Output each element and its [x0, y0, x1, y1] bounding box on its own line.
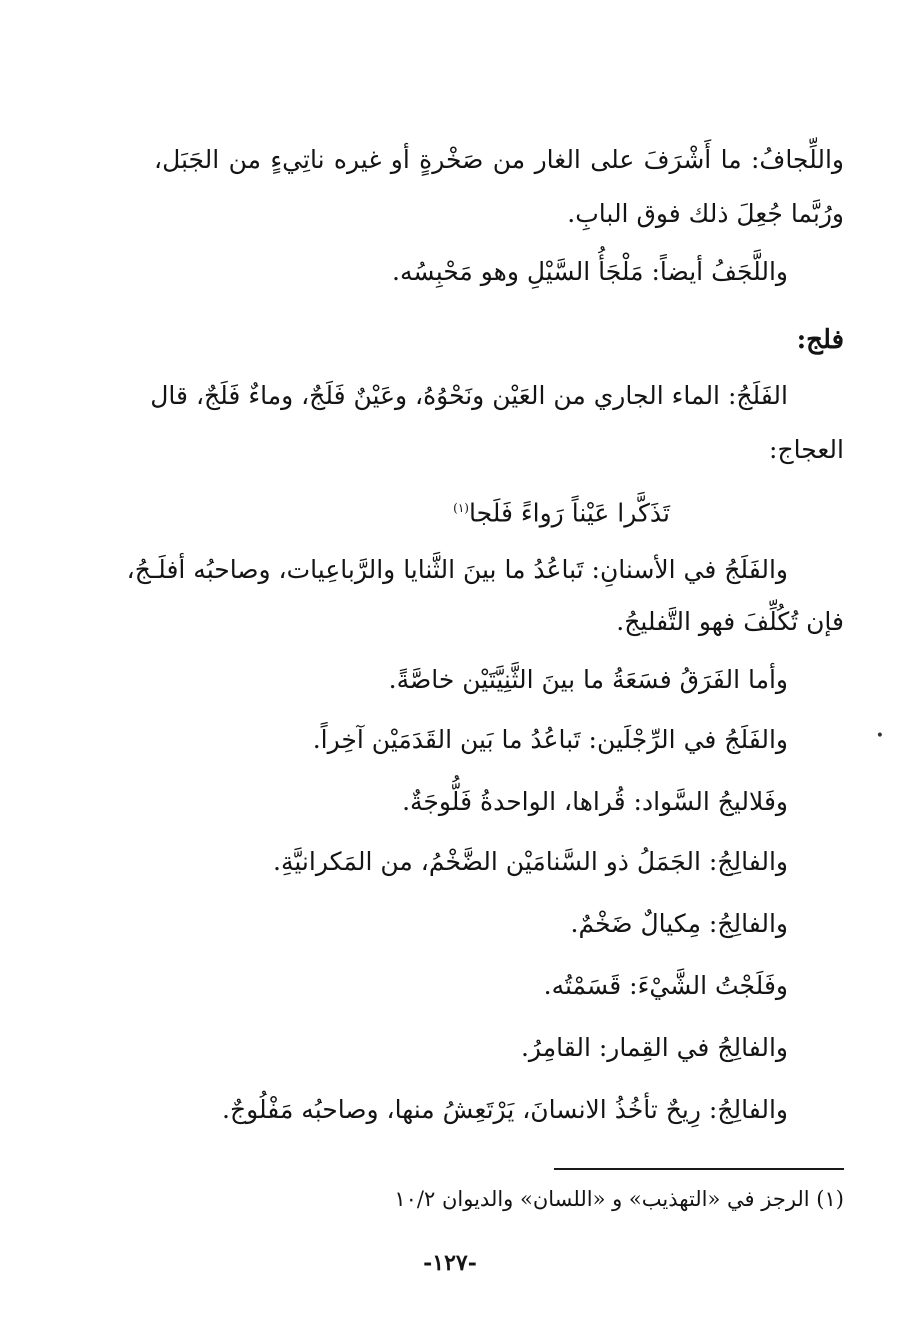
margin-mark: •: [875, 728, 884, 744]
text-line-3: واللَّجَفُ أيضاً: مَلْجَأُ السَّيْلِ وهو مَحْبِسُه.: [392, 257, 788, 286]
text-line-11: والفَلَجُ في الرِّجْلَين: تَباعُدُ ما بَين القَدَمَيْن آخِراً.: [312, 725, 788, 754]
text-line-2: ورُبَّما جُعِلَ ذلك فوق البابِ.: [567, 199, 844, 228]
footnote: (١) الرجز في «التهذيب» و «اللسان» والديوان ١٠/٢: [394, 1187, 844, 1211]
entry-heading-falaj: فلج:: [796, 325, 844, 355]
verse-text: تَذَكَّرا عَيْناً رَواءً فَلَجا: [468, 498, 670, 528]
text-line-10: وأما الفَرَقُ فسَعَةُ ما بينَ الثَّنِيَّتَيْن خاصَّةً.: [388, 665, 788, 694]
footnote-rule: [554, 1168, 844, 1170]
page-number: -١٢٧-: [423, 1250, 477, 1276]
text-line-16: والفالِجُ في القِمار: القامِرُ.: [520, 1033, 788, 1062]
text-line-12: وفَلاليجُ السَّواد: قُراها، الواحدةُ فَلُّوجَةٌ.: [402, 787, 788, 816]
text-line-8: والفَلَجُ في الأسنانِ: تَباعُدُ ما بينَ الثَّنايا والرَّباعِيات، وصاحبُه أفلَـجُ،: [126, 555, 788, 584]
text-line-9: فإن تُكُلِّفَ فهو التَّفليجُ.: [616, 607, 844, 636]
text-line-5: الفَلَجُ: الماء الجاري من العَيْن ونَحْوُهُ، وعَيْنٌ فَلَجٌ، وماءٌ فَلَجٌ، قال: [150, 381, 788, 410]
text-line-15: وفَلَجْتُ الشَّيْءَ: قَسَمْتُه.: [543, 971, 788, 1000]
text-line-13: والفالِجُ: الجَمَلُ ذو السَّنامَيْن الضَّخْمُ، من المَكرانيَّةِ.: [273, 847, 788, 876]
text-line-6: العجاج:: [769, 435, 844, 464]
verse-line: [453, 490, 670, 526]
footnote-marker: (١): [453, 501, 469, 515]
text-line-14: والفالِجُ: مِكيالٌ ضَخْمٌ.: [570, 909, 788, 938]
text-line-1: واللِّجافُ: ما أَشْرَفَ على الغار من صَخْرةٍ أو غيره ناتِيءٍ من الجَبَل،: [154, 145, 844, 174]
text-line-17: والفالِجُ: رِيحٌ تأخُذُ الانسانَ، يَرْتَعِشُ منها، وصاحبُه مَفْلُوجٌ.: [222, 1095, 788, 1124]
